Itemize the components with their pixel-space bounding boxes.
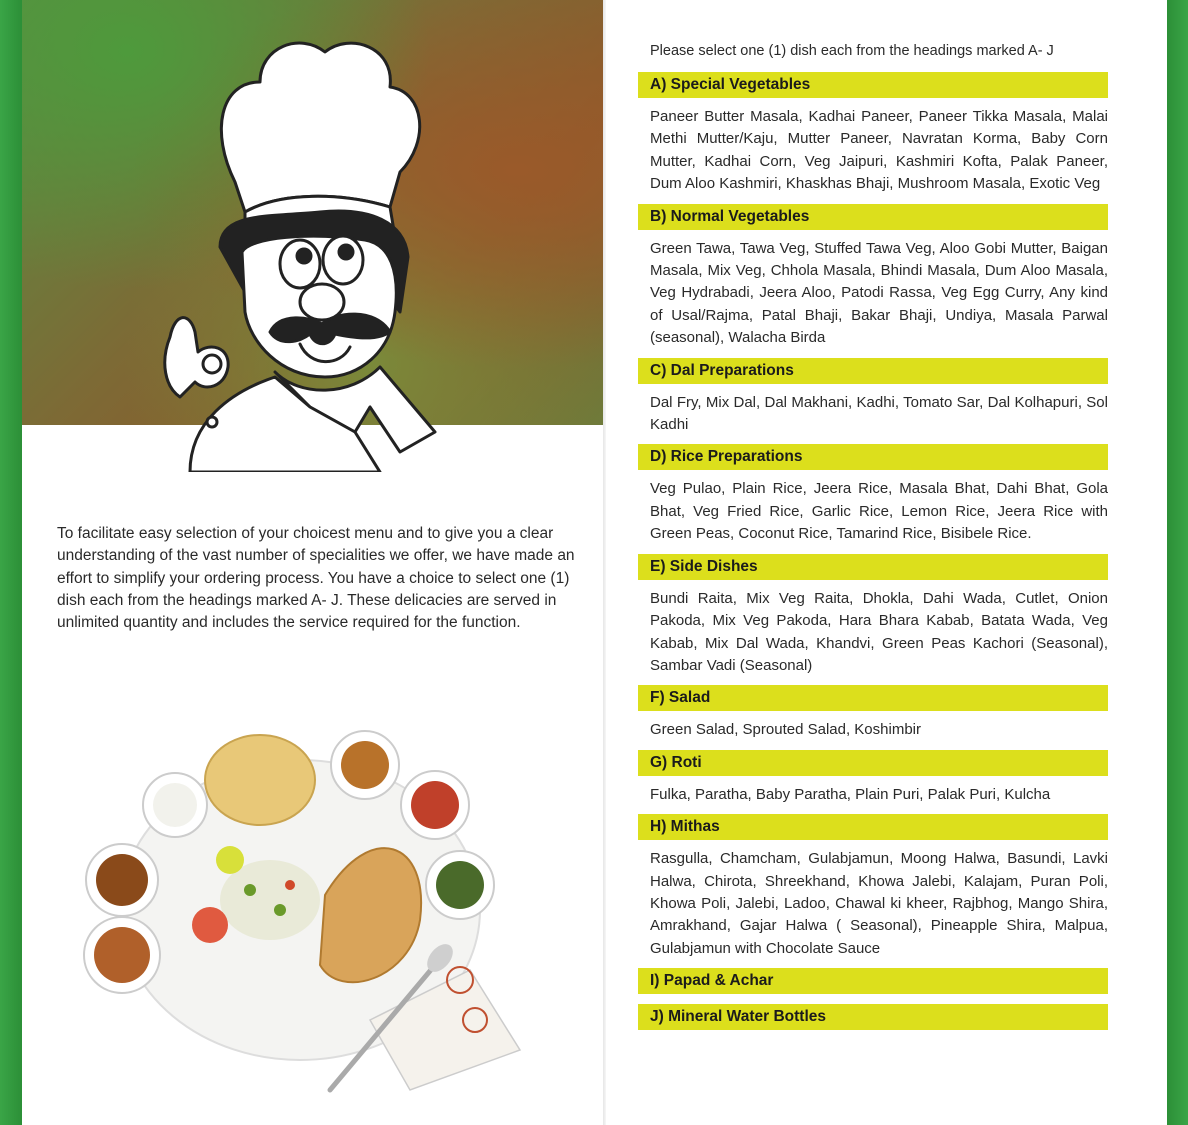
section-heading: H) Mithas — [638, 814, 1108, 840]
section-items: Bundi Raita, Mix Veg Raita, Dhokla, Dahi Wada, Cutlet, Onion Pakoda, Mix Veg Pakoda, Hara Bhara Kabab, Batata Wada, Veg Kabab, Mix Dal Wada, Khandvi, Green Peas Kachori (Seasonal), Sambar Vadi (Seasonal) — [650, 589, 1108, 674]
section-heading: B) Normal Vegetables — [638, 204, 1108, 230]
page-fold — [603, 0, 606, 1125]
section-items: Green Salad, Sprouted Salad, Koshimbir — [650, 721, 921, 739]
left-green-border — [0, 0, 22, 1125]
menu-list — [638, 40, 1110, 1030]
section-heading: F) Salad — [638, 685, 1108, 711]
section-items: Veg Pulao, Plain Rice, Jeera Rice, Masala Bhat, Dahi Bhat, Gola Bhat, Veg Fried Rice, Garlic Rice, Lemon Rice, Jeera Rice with Green Peas, Coconut Rice, Tamarind Rice, Bisibele Rice. — [650, 480, 1108, 543]
section-f — [638, 685, 1110, 749]
section-d — [638, 444, 1110, 553]
section-heading: A) Special Vegetables — [638, 72, 1108, 98]
section-heading: I) Papad & Achar — [638, 968, 1108, 994]
intro-text: To facilitate easy selection of your choicest menu and to give you a clear understanding of the vast number of specialities we offer, we have made an effort to simplify your ordering process. You have a choice to select one (1) dish each from the headings marked A- J. These delicacies are served in unlimited quantity and includes the service required for the function. — [57, 525, 575, 632]
thali-food-photo — [80, 720, 540, 1105]
section-b — [638, 204, 1110, 358]
section-a — [638, 72, 1110, 204]
section-heading: D) Rice Preparations — [638, 444, 1108, 470]
intro-paragraph — [57, 523, 577, 634]
section-h — [638, 814, 1110, 968]
section-c — [638, 358, 1110, 445]
section-items: Paneer Butter Masala, Kadhai Paneer, Paneer Tikka Masala, Malai Methi Mutter/Kaju, Mutter Paneer, Navratan Korma, Baby Corn Mutter, Kadhai Corn, Veg Jaipuri, Kashmiri Kofta, Palak Paneer, Dum Aloo Kashmiri, Khaskhas Bhaji, Mushroom Masala, Exotic Veg — [650, 108, 1108, 193]
section-g — [638, 750, 1110, 814]
section-j — [638, 1004, 1110, 1030]
right-green-border — [1167, 0, 1188, 1125]
selection-instruction: Please select one (1) dish each from the headings marked A- J — [650, 43, 1054, 59]
section-items: Rasgulla, Chamcham, Gulabjamun, Moong Halwa, Basundi, Lavki Halwa, Chirota, Shreekhand, Khowa Jalebi, Kalajam, Puran Poli, Khowa Poli, Jalebi, Ladoo, Chawal ki kheer, Rajbhog, Mango Shira, Amrakhand, Gajar Halwa ( Seasonal), Pineapple Shira, Malpua, Gulabjamun with Chocolate Sauce — [650, 850, 1108, 957]
chef-illustration — [150, 12, 450, 472]
section-e — [638, 554, 1110, 686]
section-heading: J) Mineral Water Bottles — [638, 1004, 1108, 1030]
section-heading: G) Roti — [638, 750, 1108, 776]
section-heading: E) Side Dishes — [638, 554, 1108, 580]
section-items: Dal Fry, Mix Dal, Dal Makhani, Kadhi, Tomato Sar, Dal Kolhapuri, Sol Kadhi — [650, 393, 1108, 434]
section-items: Fulka, Paratha, Baby Paratha, Plain Puri, Palak Puri, Kulcha — [650, 785, 1051, 803]
section-items: Green Tawa, Tawa Veg, Stuffed Tawa Veg, Aloo Gobi Mutter, Baigan Masala, Mix Veg, Chhola Masala, Bhindi Masala, Dum Aloo Masala, Veg Hydrabadi, Jeera Aloo, Patodi Rassa, Veg Egg Curry, Any kind of Usal/Rajma, Patal Bhaji, Bakar Bhaji, Undiya, Masala Parwal (seasonal), Walacha Birda — [650, 239, 1108, 347]
section-i — [638, 968, 1110, 1004]
section-heading: C) Dal Preparations — [638, 358, 1108, 384]
